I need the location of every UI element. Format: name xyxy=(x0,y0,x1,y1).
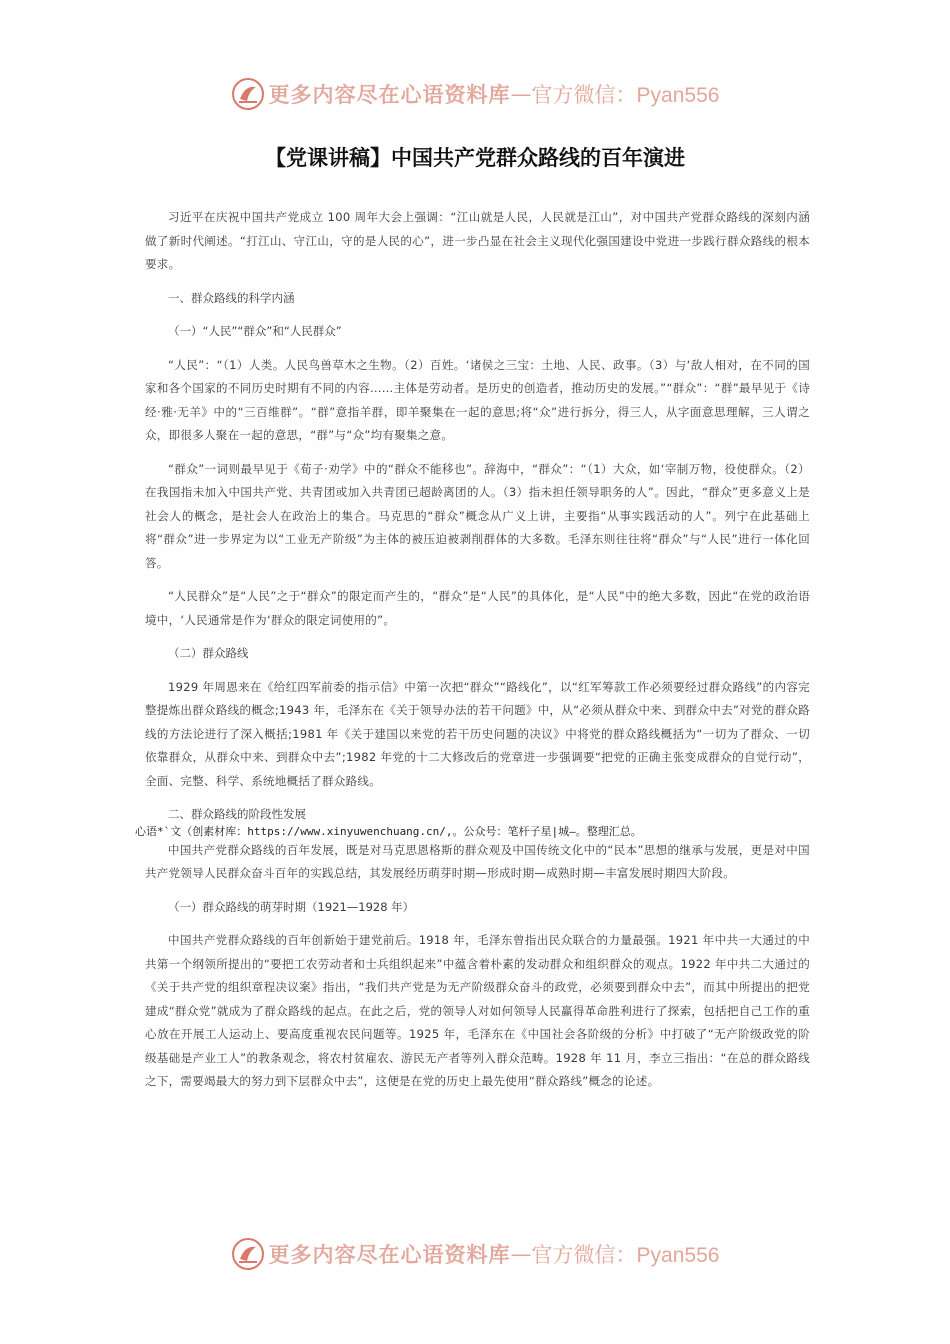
logo-icon xyxy=(231,77,265,111)
document-body xyxy=(135,206,810,1104)
section-heading-2: 二、群众路线的阶段性发展 xyxy=(168,807,306,821)
paragraph-renmin-qunzhong: “人民群众”是“人民”之于“群众”的限定而产生的，“群众”是“人民”的具体化，是“人民”中的绝大多数，因此“在党的政治语境中，‘人民通常是作为‘群众的限定词使用的”。 xyxy=(145,589,810,627)
banner-separator: — xyxy=(510,82,532,106)
banner-wechat: 官方微信：Pyan556 xyxy=(531,1244,720,1267)
section-heading-1: 一、群众路线的科学内涵 xyxy=(168,290,295,305)
paragraph-sprouting: 中国共产党群众路线的百年创新始于建党前后。1918 年，毛泽东曾指出民众联合的力量最强。1921 年中共一大通过的中共第一个纲领所提出的“要把工农劳动者和士兵组织起来”中蕴含着朴素的发动群众和组织群众的观点。1922 年中共二大通过的《关于共产党的组织章程决议案》指出，“我们共产党是为无产阶级群众奋斗的政党，必须要到群众中去”，而其中所提出的把党建成“群众党”就成为了群众路线的起点。在此之后，党的领导人对如何领导人民赢得革命胜利进行了探索，包括把自己工作的重心放在开展工人运动上、要高度重视农民问题等。1925 年，毛泽东在《中国社会各阶级的分析》中打破了“无产阶级政党的阶级基础是产业工人”的教条观念，将农村贫雇农、游民无产者等列入群众范畴。1928 年 11 月，李立三指出：“在总的群众路线之下，需要竭最大的努力到下层群众中去”，这便是在党的历史上最先使用“群众路线”概念的论述。 xyxy=(145,933,810,1088)
logo-icon xyxy=(231,1237,265,1271)
paragraph-qunzhong: “群众”一词则最早见于《荀子·劝学》中的“群众不能移也”。辞海中，“群众”：“（1）大众，如‘宰制万物，役使群众。（2） 在我国指未加入中国共产党、共青团或加入共青团已超龄离团的人。（3）指未担任领导职务的人”。因此，“群众”更多意义上是社会人的概念，是社会人在政治上的集合。马克思的“群众”概念从广义上讲，主要指“从事实践活动的人”。列宁在此基础上将“群众”进一步界定为以“工业无产阶级”为主体的被压迫被剥削群体的大多数。毛泽东则往往将“群众”与“人民”进行一体化回答。 xyxy=(145,461,810,570)
footer-banner xyxy=(0,1234,950,1274)
subsection-heading-1-1: （一）“人民”“群众”和“人民群众” xyxy=(168,324,342,338)
page-title: 【党课讲稿】中国共产党群众路线的百年演进 xyxy=(265,146,685,170)
banner-text: 更多内容尽在心语资料库 xyxy=(268,1242,511,1267)
paragraph-renmin: “人民”：“（1）人类。人民鸟兽草木之生物。（2）百姓。‘诸侯之三宝：土地、人民、政事。（3）与‘敌人相对，在不同的国家和各个国家的不同历史时期有不同的内容……主体是劳动者。是历史的创造者，推动历史的发展。”“群众”：“群”最早见于《诗经·雅·无羊》中的“三百维群”。“群”意指羊群，即羊聚集在一起的意思;将“众”进行拆分，得三人，从字面意思理解，三人谓之众，即很多人聚在一起的意思，“群”与“众”均有聚集之意。 xyxy=(145,357,810,442)
banner-text: 更多内容尽在心语资料库 xyxy=(268,82,511,107)
subsection-heading-2-1: （一）群众路线的萌芽时期（1921—1928 年） xyxy=(168,899,415,914)
banner-separator: — xyxy=(510,1242,532,1266)
paragraph-stages: 中国共产党群众路线的百年发展，既是对马克思恩格斯的群众观及中国传统文化中的“民本”思想的继承与发展，更是对中国共产党领导人民群众奋斗百年的实践总结，其发展经历萌芽时期—形成时期—成熟时期—丰富发展时期四大阶段。 xyxy=(145,842,810,880)
paragraph-mass-line: 1929 年周恩来在《给红四军前委的指示信》中第一次把“群众”“路线化”，以“红军筹款工作必须要经过群众路线”的内容完整提炼出群众路线的概念;1943 年，毛泽东在《关于领导办法的若干问题》中，从“必须从群众中来、到群众中去”对党的群众路线的方法论进行了深入概括;1981 年《关于建国以来党的若干历史问题的决议》中将党的群众路线概括为“一切为了群众、一切依靠群众，从群众中来、到群众中去”;1982 年党的十二大修改后的党章进一步强调要“把党的正确主张变成群众的自觉行动”，全面、完整、科学、系统地概括了群众路线。 xyxy=(145,679,810,788)
header-banner xyxy=(0,74,950,114)
subsection-heading-1-2: （二）群众路线 xyxy=(168,646,249,660)
paragraph-intro: 习近平在庆祝中国共产党成立 100 周年大会上强调：“江山就是人民，人民就是江山”，对中国共产党群众路线的深刻内涵做了新时代阐述。“打江山、守江山，守的是人民的心”，进一步凸显在社会主义现代化强国建设中党进一步践行群众路线的根本要求。 xyxy=(145,210,810,271)
banner-wechat: 官方微信：Pyan556 xyxy=(531,84,720,107)
watermark-text: 心语*`文（创素材库：https://www.xinyuwenchuang.cn/,。公众号：笔杆子星|城—。整理汇总。 xyxy=(135,824,642,838)
